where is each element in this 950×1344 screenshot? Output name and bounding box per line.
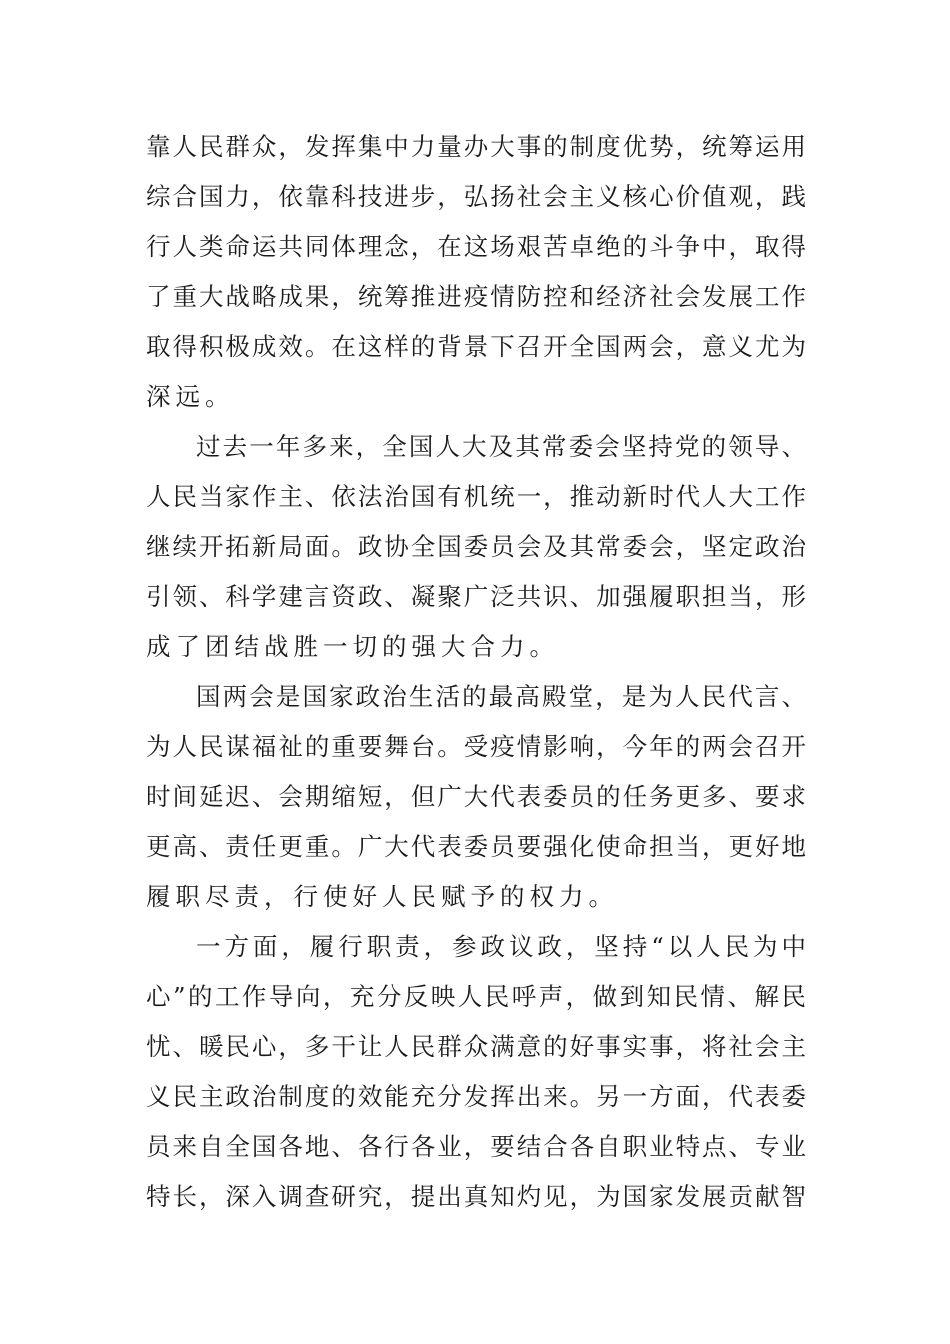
- text-line: 时间延迟、会期缩短，但广大代表委员的任务更多、要求: [146, 782, 806, 811]
- text-line: 成了团结战胜一切的强大合力。: [146, 632, 559, 661]
- text-line: 行人类命运共同体理念，在这场艰苦卓绝的斗争中，取得: [146, 232, 806, 261]
- text-line: 履职尽责，行使好人民赋予的权力。: [146, 882, 618, 911]
- text-line: 综合国力，依靠科技进步，弘扬社会主义核心价值观，践: [146, 182, 806, 211]
- text-line: 引领、科学建言资政、凝聚广泛共识、加强履职担当，形: [146, 582, 806, 611]
- text-line: 继续开拓新局面。政协全国委员会及其常委会，坚定政治: [146, 532, 806, 561]
- paragraph-first-line: 一方面，履行职责，参政议政，坚持“以人民为中: [196, 932, 806, 961]
- text-line: 心”的工作导向，充分反映人民呼声，做到知民情、解民: [146, 982, 806, 1011]
- paragraph-first-line: 过去一年多来，全国人大及其常委会坚持党的领导、: [196, 432, 806, 461]
- text-line: 员来自全国各地、各行各业，要结合各自职业特点、专业: [146, 1132, 806, 1161]
- text-line: 了重大战略成果，统筹推进疫情防控和经济社会发展工作: [146, 282, 806, 311]
- text-line: 人民当家作主、依法治国有机统一，推动新时代人大工作: [146, 482, 806, 511]
- text-line: 特长，深入调查研究，提出真知灼见，为国家发展贡献智: [146, 1182, 806, 1211]
- text-line: 靠人民群众，发挥集中力量办大事的制度优势，统筹运用: [146, 132, 806, 161]
- paragraph-first-line: 国两会是国家政治生活的最高殿堂，是为人民代言、: [196, 682, 806, 711]
- text-line: 忧、暖民心，多干让人民群众满意的好事实事，将社会主: [146, 1032, 806, 1061]
- text-line: 取得积极成效。在这样的背景下召开全国两会，意义尤为: [146, 332, 806, 361]
- text-line: 义民主政治制度的效能充分发挥出来。另一方面，代表委: [146, 1082, 806, 1111]
- text-line: 更高、责任更重。广大代表委员要强化使命担当，更好地: [146, 832, 806, 861]
- text-line: 为人民谋福祉的重要舞台。受疫情影响，今年的两会召开: [146, 732, 806, 761]
- text-line: 深远。: [146, 382, 235, 411]
